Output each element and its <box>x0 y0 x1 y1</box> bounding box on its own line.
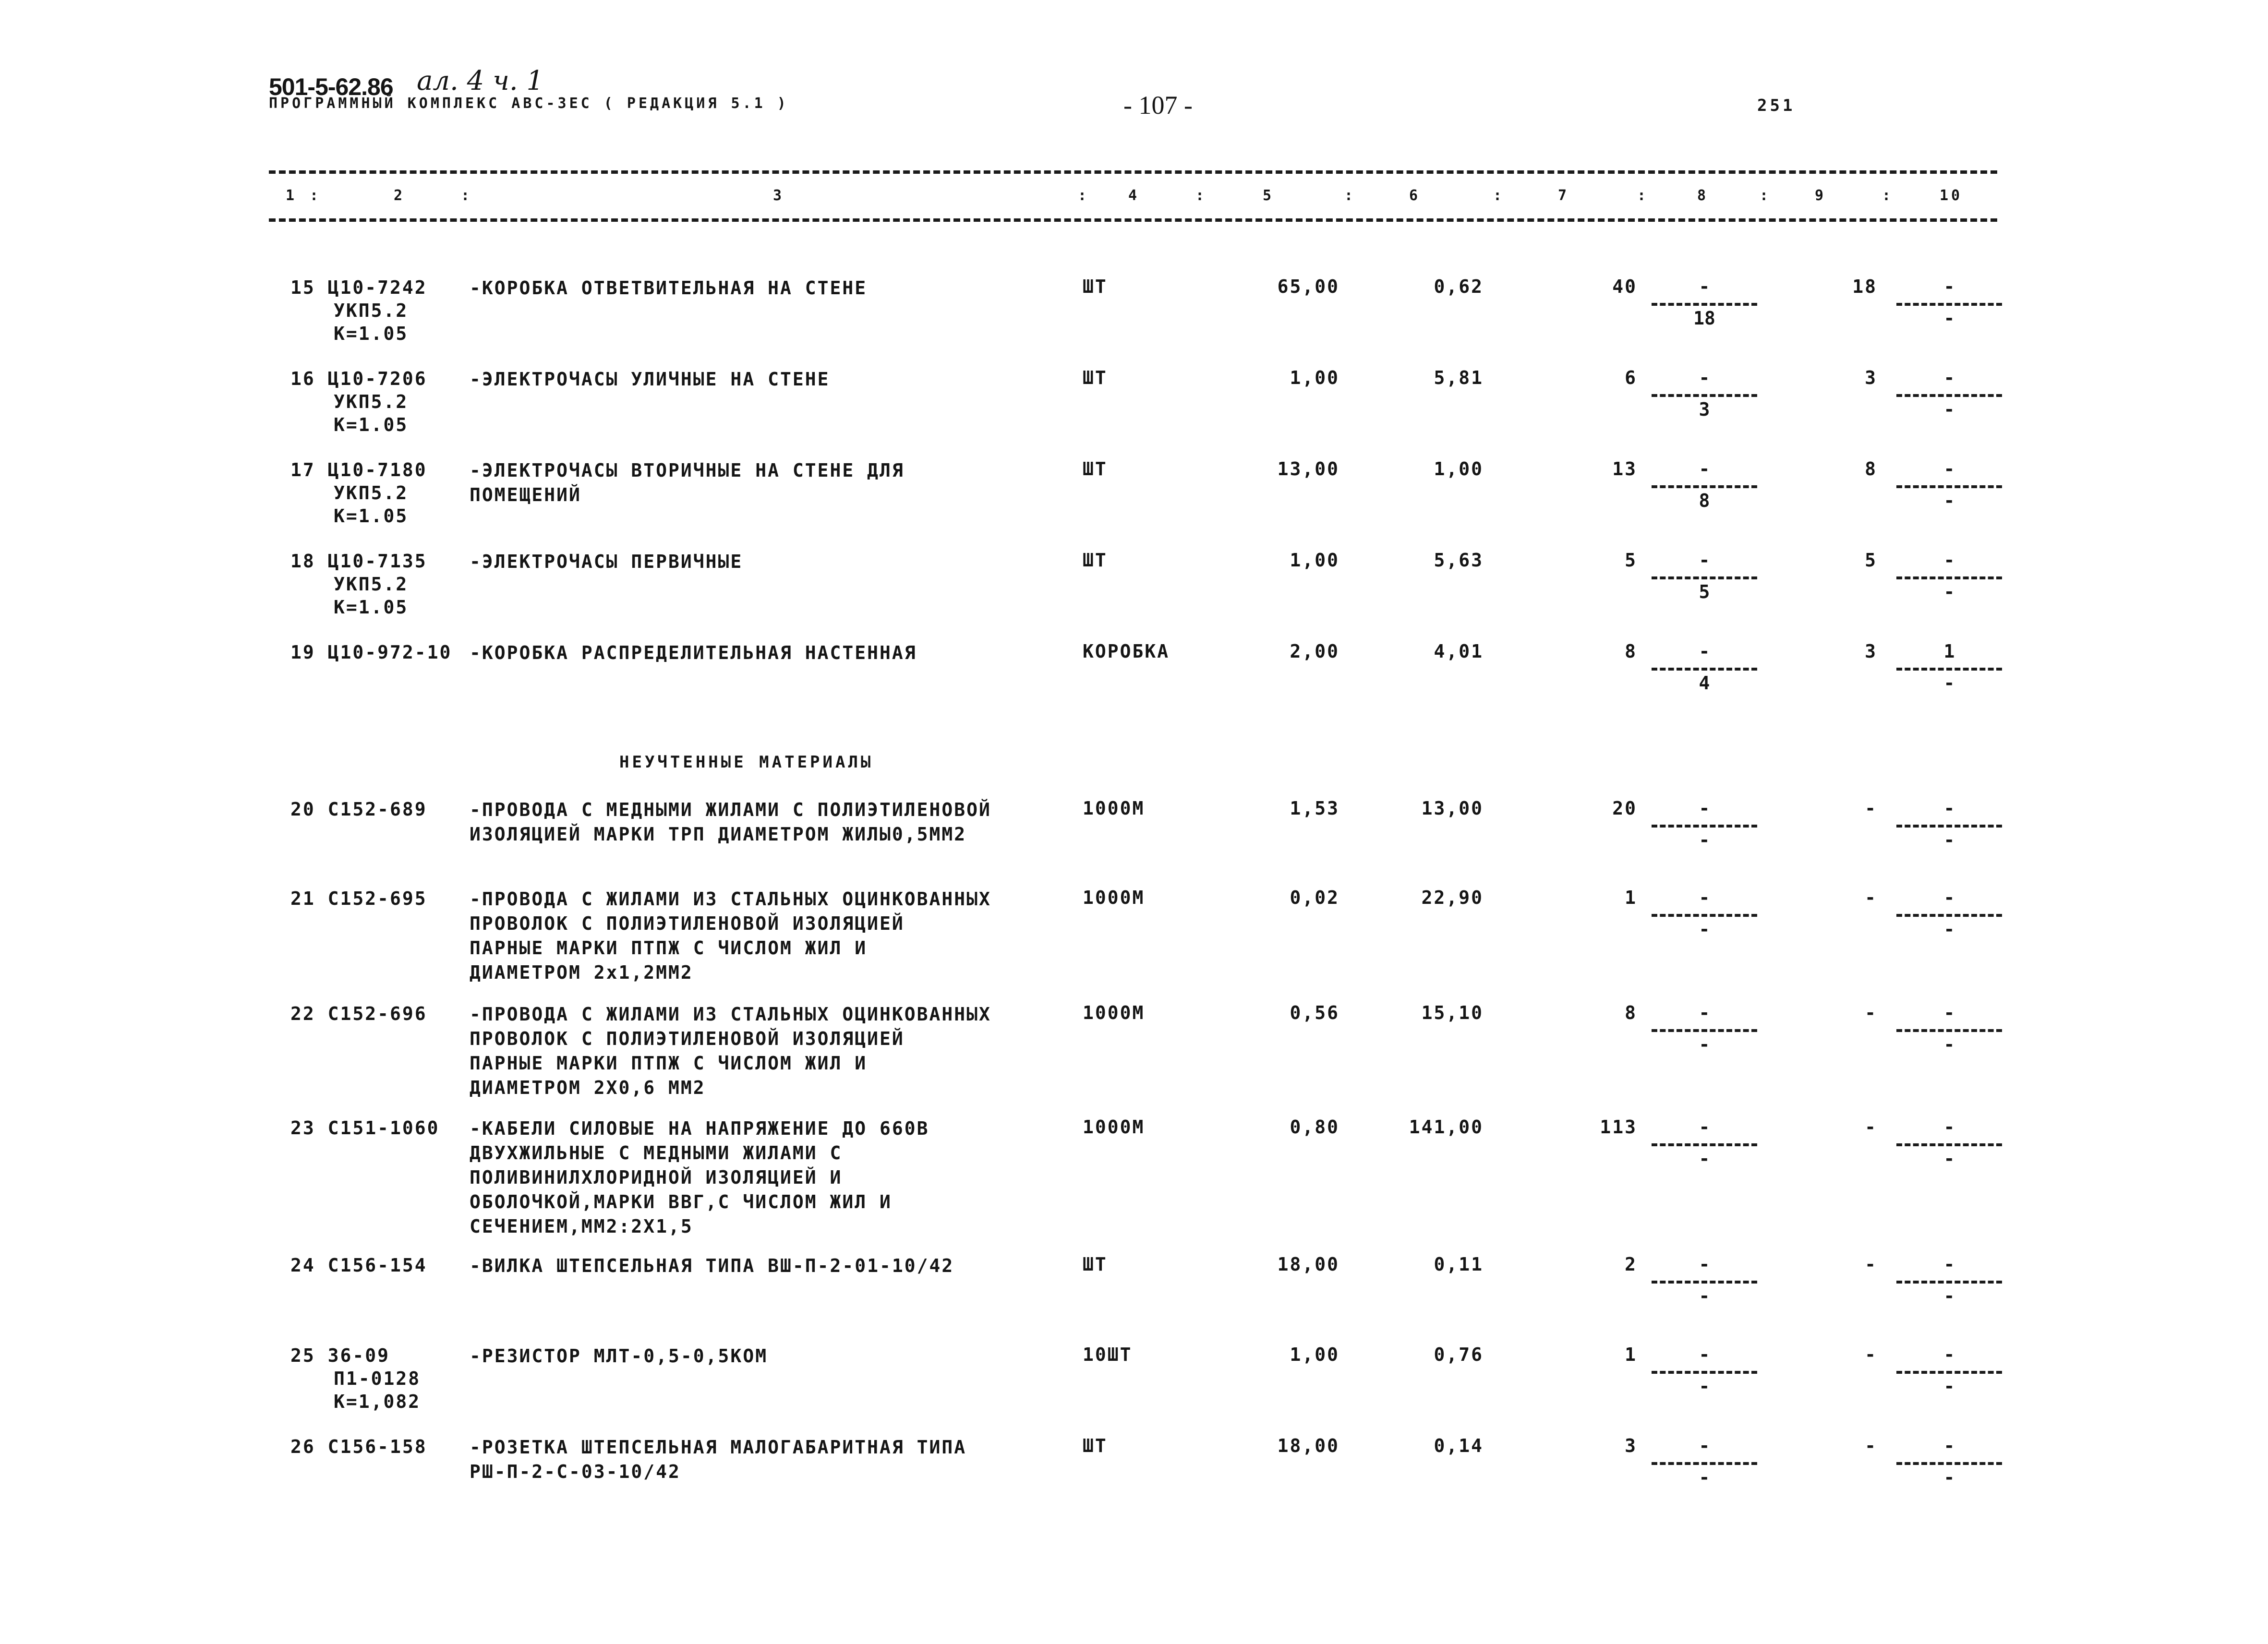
column-9-cell: - <box>1865 1002 1877 1023</box>
description-line: ОБОЛОЧКОЙ,МАРКИ ВВГ,С ЧИСЛОМ ЖИЛ И <box>470 1191 892 1212</box>
quantity-cell: 2,00 <box>1290 641 1339 662</box>
column-10-fraction-top: - <box>1943 1344 1955 1365</box>
column-10-fraction-top: - <box>1943 798 1955 819</box>
column-7-cell: 1 <box>1625 1344 1637 1365</box>
price-cell: 141,00 <box>1409 1116 1484 1138</box>
column-8-fraction <box>1652 1002 1757 1055</box>
quantity-cell: 13,00 <box>1277 458 1339 480</box>
column-7-cell: 8 <box>1625 641 1637 662</box>
position-code-line: 24 С156-154 <box>290 1255 427 1276</box>
column-8-fraction-top: - <box>1699 367 1710 388</box>
column-8-fraction <box>1652 798 1757 851</box>
description-line: -ПРОВОДА С МЕДНЫМИ ЖИЛАМИ С ПОЛИЭТИЛЕНОВОЙ <box>470 799 991 820</box>
column-10-fraction-bar <box>1896 825 2002 828</box>
quantity-cell: 1,53 <box>1290 798 1339 819</box>
position-code-line: 22 С152-696 <box>290 1003 427 1024</box>
column-8-fraction-bar <box>1652 825 1757 828</box>
column-8-fraction <box>1652 887 1757 940</box>
column-8-fraction-bar <box>1652 303 1757 306</box>
row-description <box>470 550 743 574</box>
row-position-code <box>290 887 427 910</box>
page-number: - 107 - <box>1123 91 1193 120</box>
column-9-cell: - <box>1865 1116 1877 1138</box>
column-10-fraction-top: - <box>1943 1435 1955 1456</box>
column-8-fraction <box>1652 1116 1757 1169</box>
column-8-fraction <box>1652 641 1757 694</box>
column-number-6: 6 <box>1409 187 1421 204</box>
quantity-cell: 65,00 <box>1277 276 1339 297</box>
column-9-cell: - <box>1865 1254 1877 1275</box>
row-description <box>470 276 867 300</box>
column-10-fraction-bottom: - <box>1943 1034 1955 1055</box>
column-10-fraction-top: - <box>1943 367 1955 388</box>
column-8-fraction-bar <box>1652 1143 1757 1146</box>
column-9-cell: 18 <box>1852 276 1877 297</box>
column-10-fraction-bar <box>1896 394 2002 397</box>
column-8-fraction-bottom: 5 <box>1699 581 1710 602</box>
price-cell: 4,01 <box>1434 641 1484 662</box>
column-7-cell: 1 <box>1625 887 1637 908</box>
column-8-fraction-top: - <box>1699 1116 1710 1138</box>
column-number-8: 8 <box>1697 187 1709 204</box>
column-10-fraction <box>1896 550 2002 602</box>
column-8-fraction <box>1652 458 1757 511</box>
column-10-fraction <box>1896 1344 2002 1397</box>
unit-cell: ШТ <box>1083 550 1108 571</box>
column-number-5: 5 <box>1263 187 1275 204</box>
column-8-fraction-bar <box>1652 394 1757 397</box>
column-separator: : <box>1078 187 1090 204</box>
column-8-fraction-bar <box>1652 914 1757 917</box>
column-separator: : <box>1344 187 1356 204</box>
column-9-cell: 3 <box>1865 641 1877 662</box>
description-line: -ЭЛЕКТРОЧАСЫ ВТОРИЧНЫЕ НА СТЕНЕ ДЛЯ <box>470 460 905 481</box>
column-10-fraction-top: - <box>1943 887 1955 908</box>
quantity-cell: 0,02 <box>1290 887 1339 908</box>
column-8-fraction <box>1652 550 1757 602</box>
column-number-9: 9 <box>1815 187 1827 204</box>
column-8-fraction-bottom: - <box>1699 1285 1710 1307</box>
row-position-code <box>290 1002 427 1025</box>
row-description <box>470 1116 929 1239</box>
unit-cell: ШТ <box>1083 367 1108 388</box>
unit-cell: 1000М <box>1083 1002 1145 1023</box>
quantity-cell: 1,00 <box>1290 550 1339 571</box>
column-8-fraction-top: - <box>1699 1344 1710 1365</box>
description-line: ДИАМЕТРОМ 2х1,2ММ2 <box>470 962 693 983</box>
column-separator: : <box>310 187 322 204</box>
position-code-line: 17 Ц10-7180 <box>290 459 427 480</box>
column-8-fraction-bar <box>1652 1462 1757 1465</box>
document-code: 501-5-62.86 <box>269 73 393 100</box>
column-8-fraction-bottom: 8 <box>1699 490 1710 511</box>
column-7-cell: 13 <box>1612 458 1637 480</box>
column-8-fraction-bar <box>1652 1029 1757 1032</box>
section-heading: НЕУЧТЕННЫЕ МАТЕРИАЛЫ <box>619 753 874 772</box>
column-9-cell: 8 <box>1865 458 1877 480</box>
column-10-fraction-bottom: - <box>1943 829 1955 851</box>
unit-cell: 1000М <box>1083 887 1145 908</box>
row-description <box>470 458 905 507</box>
position-code-line: 25 36-09 <box>290 1345 390 1366</box>
description-line: -КОРОБКА ОТВЕТВИТЕЛЬНАЯ НА СТЕНЕ <box>470 277 868 299</box>
column-10-fraction-bottom: - <box>1943 1285 1955 1307</box>
description-line: -ЭЛЕКТРОЧАСЫ УЛИЧНЫЕ НА СТЕНЕ <box>470 369 830 390</box>
description-line: ПАРНЫЕ МАРКИ ПТПЖ С ЧИСЛОМ ЖИЛ И <box>470 937 868 959</box>
description-line: ДИАМЕТРОМ 2Х0,6 ММ2 <box>470 1077 706 1098</box>
column-10-fraction <box>1896 798 2002 851</box>
quantity-cell: 0,56 <box>1290 1002 1339 1023</box>
description-line: ИЗОЛЯЦИЕЙ МАРКИ ТРП ДИАМЕТРОМ ЖИЛЫ0,5ММ2 <box>470 824 967 845</box>
row-description <box>470 1254 954 1278</box>
sheet-number: 251 <box>1757 96 1796 115</box>
column-9-cell: - <box>1865 1344 1877 1365</box>
column-10-fraction-top: - <box>1943 1254 1955 1275</box>
position-code-line: К=1.05 <box>334 597 409 618</box>
column-10-fraction-bottom: - <box>1943 1148 1955 1169</box>
unit-cell: ШТ <box>1083 276 1108 297</box>
description-line: ПРОВОЛОК С ПОЛИЭТИЛЕНОВОЙ ИЗОЛЯЦИЕЙ <box>470 913 905 934</box>
column-10-fraction <box>1896 641 2002 694</box>
row-position-code <box>290 1344 421 1413</box>
column-8-fraction-top: - <box>1699 458 1710 480</box>
column-7-cell: 6 <box>1625 367 1637 388</box>
column-7-cell: 5 <box>1625 550 1637 571</box>
description-line: ДВУХЖИЛЬНЫЕ С МЕДНЫМИ ЖИЛАМИ С <box>470 1142 843 1164</box>
description-line: СЕЧЕНИЕМ,ММ2:2Х1,5 <box>470 1216 693 1237</box>
unit-cell: 10ШТ <box>1083 1344 1133 1365</box>
column-10-fraction-top: - <box>1943 550 1955 571</box>
row-position-code <box>290 1116 440 1140</box>
column-10-fraction-bar <box>1896 1281 2002 1284</box>
row-description <box>470 798 991 847</box>
position-code-line: 23 С151-1060 <box>290 1117 440 1139</box>
row-position-code <box>290 1254 427 1277</box>
position-code-line: 16 Ц10-7206 <box>290 368 427 389</box>
column-8-fraction-bar <box>1652 668 1757 671</box>
column-10-fraction-bar <box>1896 576 2002 579</box>
column-10-fraction-bottom: - <box>1943 672 1955 694</box>
column-8-fraction-bottom: - <box>1699 919 1710 940</box>
description-line: -ВИЛКА ШТЕПСЕЛЬНАЯ ТИПА ВШ-П-2-01-10/42 <box>470 1255 954 1276</box>
column-8-fraction-bottom: - <box>1699 1376 1710 1397</box>
column-10-fraction-bar <box>1896 1462 2002 1465</box>
column-7-cell: 3 <box>1625 1435 1637 1456</box>
column-separator: : <box>1760 187 1772 204</box>
description-line: -ПРОВОДА С ЖИЛАМИ ИЗ СТАЛЬНЫХ ОЦИНКОВАННЫХ <box>470 888 991 910</box>
quantity-cell: 1,00 <box>1290 1344 1339 1365</box>
column-separator: : <box>461 187 473 204</box>
price-cell: 0,14 <box>1434 1435 1484 1456</box>
row-description <box>470 367 830 392</box>
column-8-fraction-top: - <box>1699 1435 1710 1456</box>
column-8-fraction-top: - <box>1699 1002 1710 1023</box>
row-description <box>470 1435 966 1484</box>
row-description <box>470 887 991 985</box>
description-line: ПОЛИВИНИЛХЛОРИДНОЙ ИЗОЛЯЦИЕЙ И <box>470 1167 843 1188</box>
column-10-fraction-bar <box>1896 914 2002 917</box>
description-line: -КАБЕЛИ СИЛОВЫЕ НА НАПРЯЖЕНИЕ ДО 660В <box>470 1118 929 1139</box>
position-code-line: 21 С152-695 <box>290 888 427 909</box>
column-7-cell: 8 <box>1625 1002 1637 1023</box>
column-7-cell: 113 <box>1600 1116 1637 1138</box>
row-description <box>470 1002 991 1100</box>
column-10-fraction <box>1896 1435 2002 1488</box>
column-8-fraction-bottom: 4 <box>1699 672 1710 694</box>
column-10-fraction <box>1896 887 2002 940</box>
column-separator: : <box>1195 187 1207 204</box>
column-number-7: 7 <box>1558 187 1570 204</box>
column-8-fraction-bottom: 3 <box>1699 399 1710 420</box>
description-line: -РОЗЕТКА ШТЕПСЕЛЬНАЯ МАЛОГАБАРИТНАЯ ТИПА <box>470 1437 967 1458</box>
position-code-line: 18 Ц10-7135 <box>290 551 427 572</box>
column-8-fraction <box>1652 1435 1757 1488</box>
column-8-fraction-top: - <box>1699 798 1710 819</box>
column-8-fraction-top: - <box>1699 887 1710 908</box>
column-10-fraction-top: - <box>1943 276 1955 297</box>
position-code-line: 19 Ц10-972-10 <box>290 642 452 663</box>
column-10-fraction-top: - <box>1943 1116 1955 1138</box>
handwritten-reference: ал. 4 ч. 1 <box>417 65 544 96</box>
description-line: -ЭЛЕКТРОЧАСЫ ПЕРВИЧНЫЕ <box>470 551 743 572</box>
position-code-line: 20 С152-689 <box>290 799 427 820</box>
column-10-fraction <box>1896 1254 2002 1307</box>
column-number-3: 3 <box>773 187 785 204</box>
column-10-fraction-top: - <box>1943 458 1955 480</box>
row-position-code <box>290 1435 427 1458</box>
column-9-cell: 5 <box>1865 550 1877 571</box>
column-8-fraction-bottom: - <box>1699 829 1710 851</box>
column-10-fraction-bar <box>1896 1143 2002 1146</box>
column-number-1: 1 <box>286 187 298 204</box>
description-line: -РЕЗИСТОР МЛТ-0,5-0,5КОМ <box>470 1345 768 1367</box>
row-description <box>470 1344 768 1368</box>
column-10-fraction-bottom: - <box>1943 581 1955 602</box>
column-8-fraction-bar <box>1652 485 1757 488</box>
program-complex-line: ПРОГРАММНЫЙ КОМПЛЕКС АВС-3ЕС ( РЕДАКЦИЯ 5.1 ) <box>269 95 789 112</box>
column-7-cell: 40 <box>1612 276 1637 297</box>
column-10-fraction <box>1896 276 2002 329</box>
column-10-fraction <box>1896 367 2002 420</box>
description-line: ПРОВОЛОК С ПОЛИЭТИЛЕНОВОЙ ИЗОЛЯЦИЕЙ <box>470 1028 905 1049</box>
position-code-line: К=1.05 <box>334 414 409 435</box>
column-10-fraction-bar <box>1896 1371 2002 1374</box>
column-10-fraction-bar <box>1896 485 2002 488</box>
row-description <box>470 641 917 665</box>
position-code-line: К=1.05 <box>334 505 409 527</box>
column-8-fraction-bottom: - <box>1699 1467 1710 1488</box>
column-8-fraction-top: - <box>1699 641 1710 662</box>
unit-cell: ШТ <box>1083 458 1108 480</box>
unit-cell: ШТ <box>1083 1435 1108 1456</box>
column-separator: : <box>1637 187 1649 204</box>
column-separator: : <box>1882 187 1894 204</box>
column-8-fraction <box>1652 1344 1757 1397</box>
column-10-fraction-bottom: - <box>1943 1376 1955 1397</box>
row-position-code <box>290 550 427 619</box>
position-code-line: УКП5.2 <box>334 300 409 321</box>
column-10-fraction-bottom: - <box>1943 399 1955 420</box>
column-8-fraction-top: - <box>1699 276 1710 297</box>
column-8-fraction-top: - <box>1699 550 1710 571</box>
column-9-cell: 3 <box>1865 367 1877 388</box>
price-cell: 0,11 <box>1434 1254 1484 1275</box>
column-separator: : <box>1493 187 1505 204</box>
column-8-fraction <box>1652 1254 1757 1307</box>
row-position-code <box>290 276 427 345</box>
unit-cell: 1000М <box>1083 1116 1145 1138</box>
position-code-line: УКП5.2 <box>334 574 409 595</box>
row-position-code <box>290 367 427 436</box>
description-line: РШ-П-2-С-03-10/42 <box>470 1461 681 1482</box>
column-8-fraction-bar <box>1652 1281 1757 1284</box>
column-9-cell: - <box>1865 1435 1877 1456</box>
column-10-fraction <box>1896 1116 2002 1169</box>
quantity-cell: 18,00 <box>1277 1435 1339 1456</box>
column-10-fraction-bar <box>1896 303 2002 306</box>
position-code-line: П1-0128 <box>334 1368 421 1389</box>
price-cell: 13,00 <box>1421 798 1484 819</box>
price-cell: 0,76 <box>1434 1344 1484 1365</box>
position-code-line: 26 С156-158 <box>290 1436 427 1457</box>
row-position-code <box>290 458 427 528</box>
column-8-fraction <box>1652 276 1757 329</box>
position-code-line: К=1.05 <box>334 323 409 344</box>
description-line: ПАРНЫЕ МАРКИ ПТПЖ С ЧИСЛОМ ЖИЛ И <box>470 1053 868 1074</box>
column-number-4: 4 <box>1128 187 1140 204</box>
quantity-cell: 0,80 <box>1290 1116 1339 1138</box>
column-8-fraction-bar <box>1652 1371 1757 1374</box>
column-7-cell: 20 <box>1612 798 1637 819</box>
description-line: -ПРОВОДА С ЖИЛАМИ ИЗ СТАЛЬНЫХ ОЦИНКОВАННЫХ <box>470 1004 991 1025</box>
column-8-fraction <box>1652 367 1757 420</box>
table-top-rule <box>269 170 1997 174</box>
column-10-fraction-bottom: - <box>1943 919 1955 940</box>
unit-cell: ШТ <box>1083 1254 1108 1275</box>
column-8-fraction-bottom: - <box>1699 1034 1710 1055</box>
column-10-fraction-bottom: - <box>1943 1467 1955 1488</box>
price-cell: 5,63 <box>1434 550 1484 571</box>
price-cell: 15,10 <box>1421 1002 1484 1023</box>
price-cell: 22,90 <box>1421 887 1484 908</box>
price-cell: 1,00 <box>1434 458 1484 480</box>
column-10-fraction <box>1896 1002 2002 1055</box>
price-cell: 5,81 <box>1434 367 1484 388</box>
position-code-line: 15 Ц10-7242 <box>290 277 427 298</box>
quantity-cell: 18,00 <box>1277 1254 1339 1275</box>
column-10-fraction-bar <box>1896 668 2002 671</box>
row-position-code <box>290 641 452 664</box>
column-9-cell: - <box>1865 798 1877 819</box>
price-cell: 0,62 <box>1434 276 1484 297</box>
description-line: ПОМЕЩЕНИЙ <box>470 484 581 505</box>
position-code-line: УКП5.2 <box>334 482 409 504</box>
column-10-fraction-bar <box>1896 1029 2002 1032</box>
position-code-line: К=1,082 <box>334 1391 421 1412</box>
column-10-fraction <box>1896 458 2002 511</box>
unit-cell: 1000М <box>1083 798 1145 819</box>
column-9-cell: - <box>1865 887 1877 908</box>
column-8-fraction-bottom: 18 <box>1693 308 1715 329</box>
row-position-code <box>290 798 427 821</box>
column-8-fraction-top: - <box>1699 1254 1710 1275</box>
column-7-cell: 2 <box>1625 1254 1637 1275</box>
column-10-fraction-top: - <box>1943 1002 1955 1023</box>
description-line: -КОРОБКА РАСПРЕДЕЛИТЕЛЬНАЯ НАСТЕННАЯ <box>470 642 917 663</box>
column-10-fraction-bottom: - <box>1943 490 1955 511</box>
column-10-fraction-top: 1 <box>1943 641 1955 662</box>
column-number-2: 2 <box>394 187 406 204</box>
quantity-cell: 1,00 <box>1290 367 1339 388</box>
column-10-fraction-bottom: - <box>1943 308 1955 329</box>
column-8-fraction-bar <box>1652 576 1757 579</box>
table-header-rule <box>269 218 1997 222</box>
column-number-10: 10 <box>1940 187 1963 204</box>
unit-cell: КОРОБКА <box>1083 641 1170 662</box>
position-code-line: УКП5.2 <box>334 391 409 412</box>
column-8-fraction-bottom: - <box>1699 1148 1710 1169</box>
